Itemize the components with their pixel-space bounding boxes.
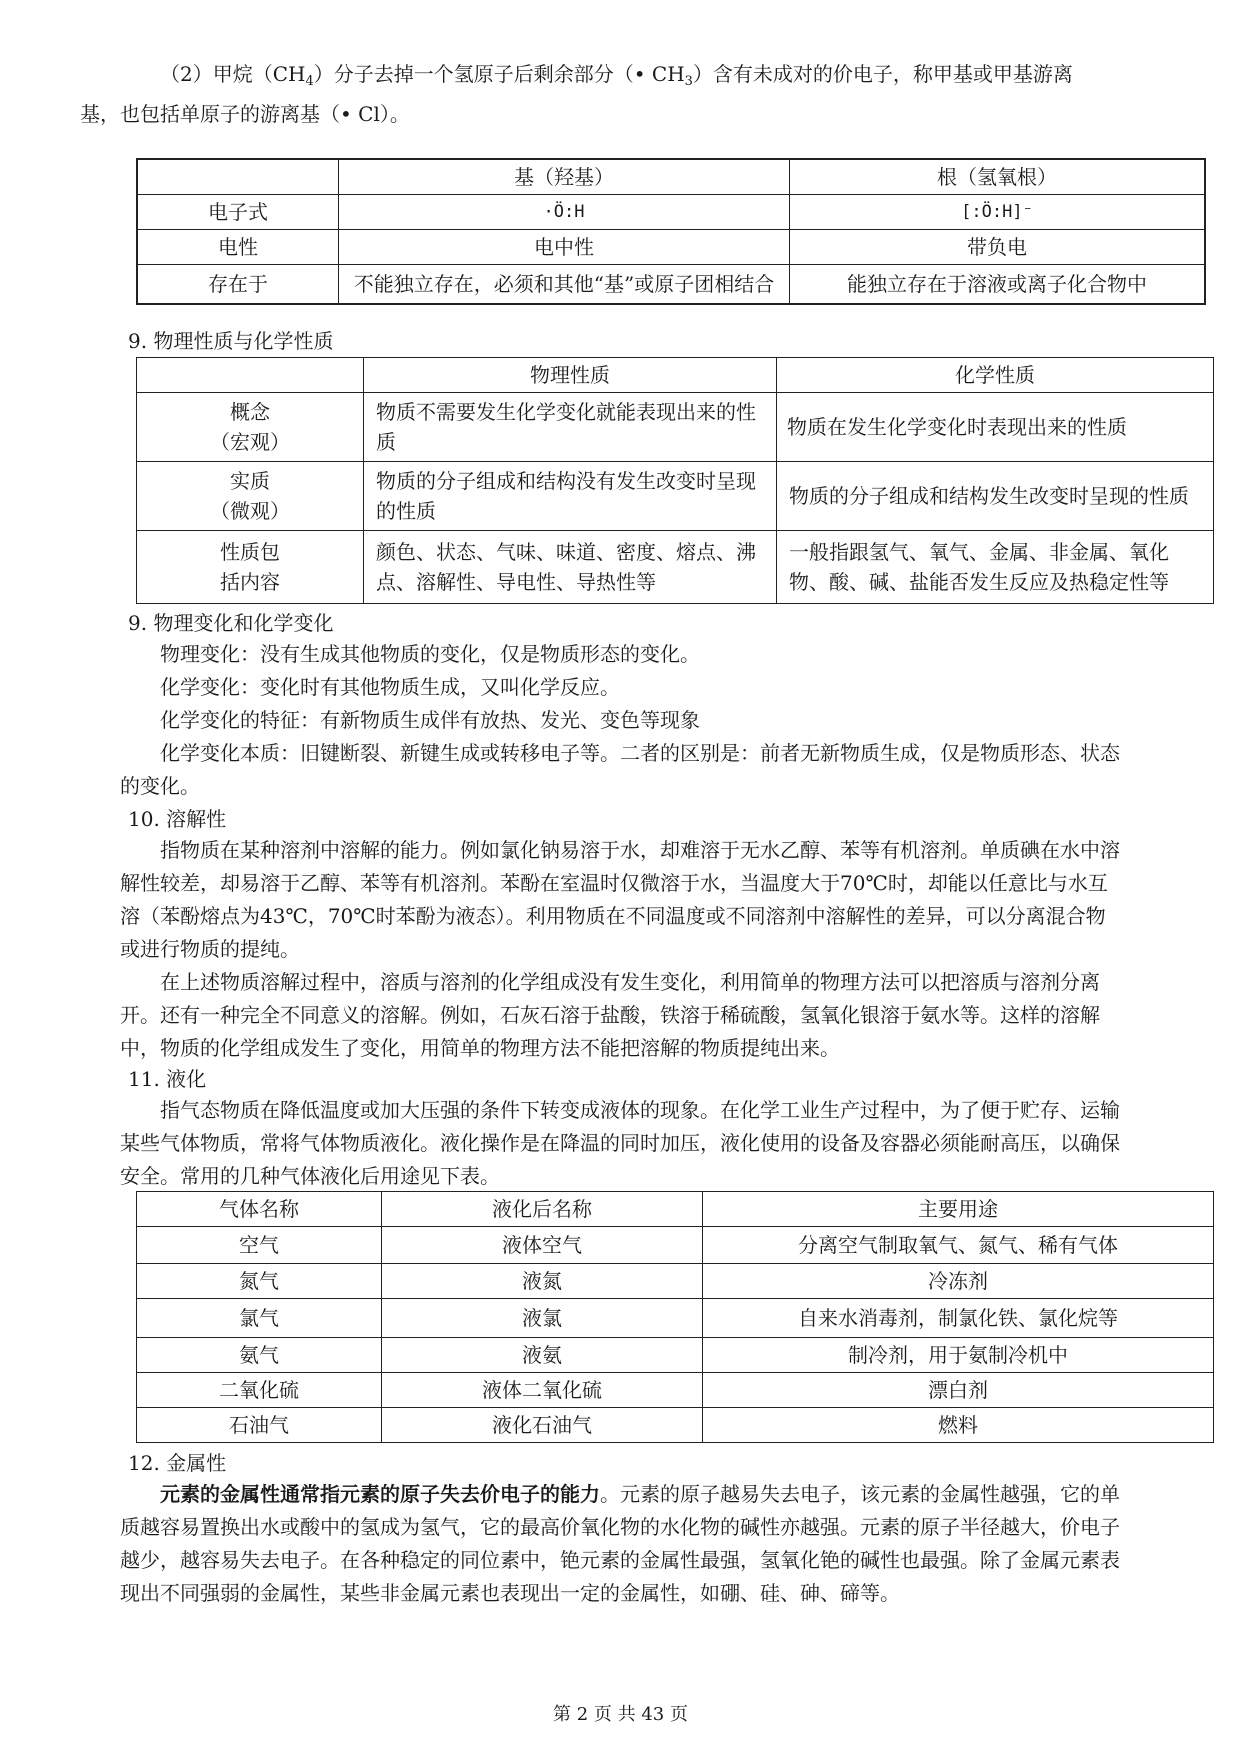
table-cell: 一般指跟氢气、氧气、金属、非金属、氧化物、酸、碱、盐能否发生反应及热稳定性等 [777,531,1214,604]
table-header: 主要用途 [703,1192,1214,1227]
section-heading: 10. 溶解性 [128,807,227,831]
table-cell: 物质的分子组成和结构没有发生改变时呈现的性质 [364,462,777,531]
table-header [137,358,364,393]
table-cell: 空气 [137,1227,382,1264]
table-row [137,1373,1214,1408]
section-heading: 11. 液化 [128,1067,207,1091]
subscript: 3 [684,74,693,89]
table-row [137,462,1214,531]
page-footer: 第 2 页 共 43 页 [553,1704,688,1725]
table-row [137,1227,1214,1264]
table-row [137,531,1214,604]
table-header: 气体名称 [137,1192,382,1227]
table-cell: 二氧化硫 [137,1373,382,1408]
table-row [137,159,1205,195]
table-header: 根（氢氧根） [790,159,1206,195]
section-heading: 9. 物理变化和化学变化 [128,611,334,635]
table-cell: 氮气 [137,1264,382,1299]
table-cell: 物质不需要发生化学变化就能表现出来的性质 [364,393,777,462]
intro-text-a: （2）甲烷（CH [160,62,306,86]
paragraph: 物理变化：没有生成其他物质的变化，仅是物质形态的变化。 [160,642,700,666]
table-header: 基（羟基） [339,159,790,195]
table-cell: 电性 [137,230,339,265]
bold-definition: 元素的金属性通常指元素的原子失去价电子的能力 [160,1482,600,1506]
table-cell: 物质的分子组成和结构发生改变时呈现的性质 [777,462,1214,531]
table-cell: 分离空气制取氧气、氮气、稀有气体 [703,1227,1214,1264]
table-row [137,1338,1214,1373]
intro-paragraph [80,58,1120,131]
intro-text-b: ）分子去掉一个氢原子后剩余部分（• CH [313,62,685,86]
subscript: 4 [305,74,314,89]
section-heading: 12. 金属性 [128,1451,227,1475]
table-cell: 冷冻剂 [703,1264,1214,1299]
table-row [137,230,1205,265]
paragraph-text: 。元素的原子越易失去电子，该元素的金属性越强，它的单质越容易置换出水或酸中的氢成为氢气，它的最高价氧化物的水化物的碱性亦越强。元素的原子半径越大，价电子越少，越容易失去电子。在各种稳定的同位素中，铯元素的金属性最强，氢氧化铯的碱性也最强。除了金属元素表现出不同强弱的金属性，某些非金属元素也表现出一定的金属性，如硼、硅、砷、碲等。 [120,1482,1120,1605]
table-cell: 自来水消毒剂，制氯化铁、氯化烷等 [703,1299,1214,1338]
radical-ion-table [136,158,1206,305]
table-header [137,159,339,195]
intro-text-c: ）含有未成对的价电子，称甲基或甲基游离 [692,62,1073,86]
table-header: 化学性质 [777,358,1214,393]
table-cell: 石油气 [137,1408,382,1443]
table-cell: 液氮 [382,1264,703,1299]
table-row [137,1408,1214,1443]
table-cell: 漂白剂 [703,1373,1214,1408]
paragraph: 指气态物质在降低温度或加大压强的条件下转变成液体的现象。在化学工业生产过程中，为了便于贮存、运输某些气体物质，常将气体物质液化。液化操作是在降温的同时加压，液化使用的设备及容器必须能耐高压，以确保安全。常用的几种气体液化后用途见下表。 [120,1098,1120,1188]
table-cell: 物质在发生化学变化时表现出来的性质 [777,393,1214,462]
paragraph [120,1478,1120,1610]
table-header: 液化后名称 [382,1192,703,1227]
paragraph: 化学变化的特征：有新物质生成伴有放热、发光、变色等现象 [160,708,700,732]
table-cell: 电子式 [137,195,339,230]
table-cell: 液体二氧化硫 [382,1373,703,1408]
intro-text-d: 基，也包括单原子的游离基（• Cl）。 [80,102,410,126]
table-cell: 氨气 [137,1338,382,1373]
table-cell: 氯气 [137,1299,382,1338]
table-row [137,1192,1214,1227]
table-cell: 带负电 [790,230,1206,265]
table-cell: 液化石油气 [382,1408,703,1443]
paragraph: 指物质在某种溶剂中溶解的能力。例如氯化钠易溶于水，却难溶于无水乙醇、苯等有机溶剂。单质碘在水中溶解性较差，却易溶于乙醇、苯等有机溶剂。苯酚在室温时仅微溶于水，当温度大于70℃时，却能以任意比与水互溶（苯酚熔点为43℃，70℃时苯酚为液态）。利用物质在不同温度或不同溶剂中溶解性的差异，可以分离混合物或进行物质的提纯。 [120,838,1120,961]
table-row [137,265,1205,305]
table-cell: 能独立存在于溶液或离子化合物中 [790,265,1206,305]
table-header: 物理性质 [364,358,777,393]
table-row [137,1299,1214,1338]
table-row [137,393,1214,462]
table-cell: 液氨 [382,1338,703,1373]
table-cell: 性质包 括内容 [137,531,364,604]
table-cell: 概念 （宏观） [137,393,364,462]
hydroxide-electron-formula: [:Ö:H]⁻ [790,195,1206,230]
table-row [137,195,1205,230]
table-cell: 燃料 [703,1408,1214,1443]
gas-liquefaction-table [136,1191,1214,1443]
table-cell: 制冷剂，用于氨制冷机中 [703,1338,1214,1373]
table-cell: 液体空气 [382,1227,703,1264]
table-cell: 实质 （微观） [137,462,364,531]
paragraph: 化学变化：变化时有其他物质生成，又叫化学反应。 [160,675,620,699]
section-heading: 9. 物理性质与化学性质 [128,329,334,353]
table-cell: 颜色、状态、气味、味道、密度、熔点、沸点、溶解性、导电性、导热性等 [364,531,777,604]
table-cell: 液氯 [382,1299,703,1338]
properties-table [136,357,1214,604]
table-cell: 存在于 [137,265,339,305]
paragraph: 在上述物质溶解过程中，溶质与溶剂的化学组成没有发生变化，利用简单的物理方法可以把溶质与溶剂分离开。还有一种完全不同意义的溶解。例如，石灰石溶于盐酸，铁溶于稀硫酸，氢氧化银溶于氨水等。这样的溶解中，物质的化学组成发生了变化，用简单的物理方法不能把溶解的物质提纯出来。 [120,970,1100,1060]
table-cell: 电中性 [339,230,790,265]
hydroxyl-electron-formula: ·Ö:H [339,195,790,230]
table-row [137,1264,1214,1299]
table-row [137,358,1214,393]
paragraph: 化学变化本质：旧键断裂、新键生成或转移电子等。二者的区别是：前者无新物质生成，仅是物质形态、状态的变化。 [120,741,1120,798]
table-cell: 不能独立存在，必须和其他“基”或原子团相结合 [339,265,790,305]
